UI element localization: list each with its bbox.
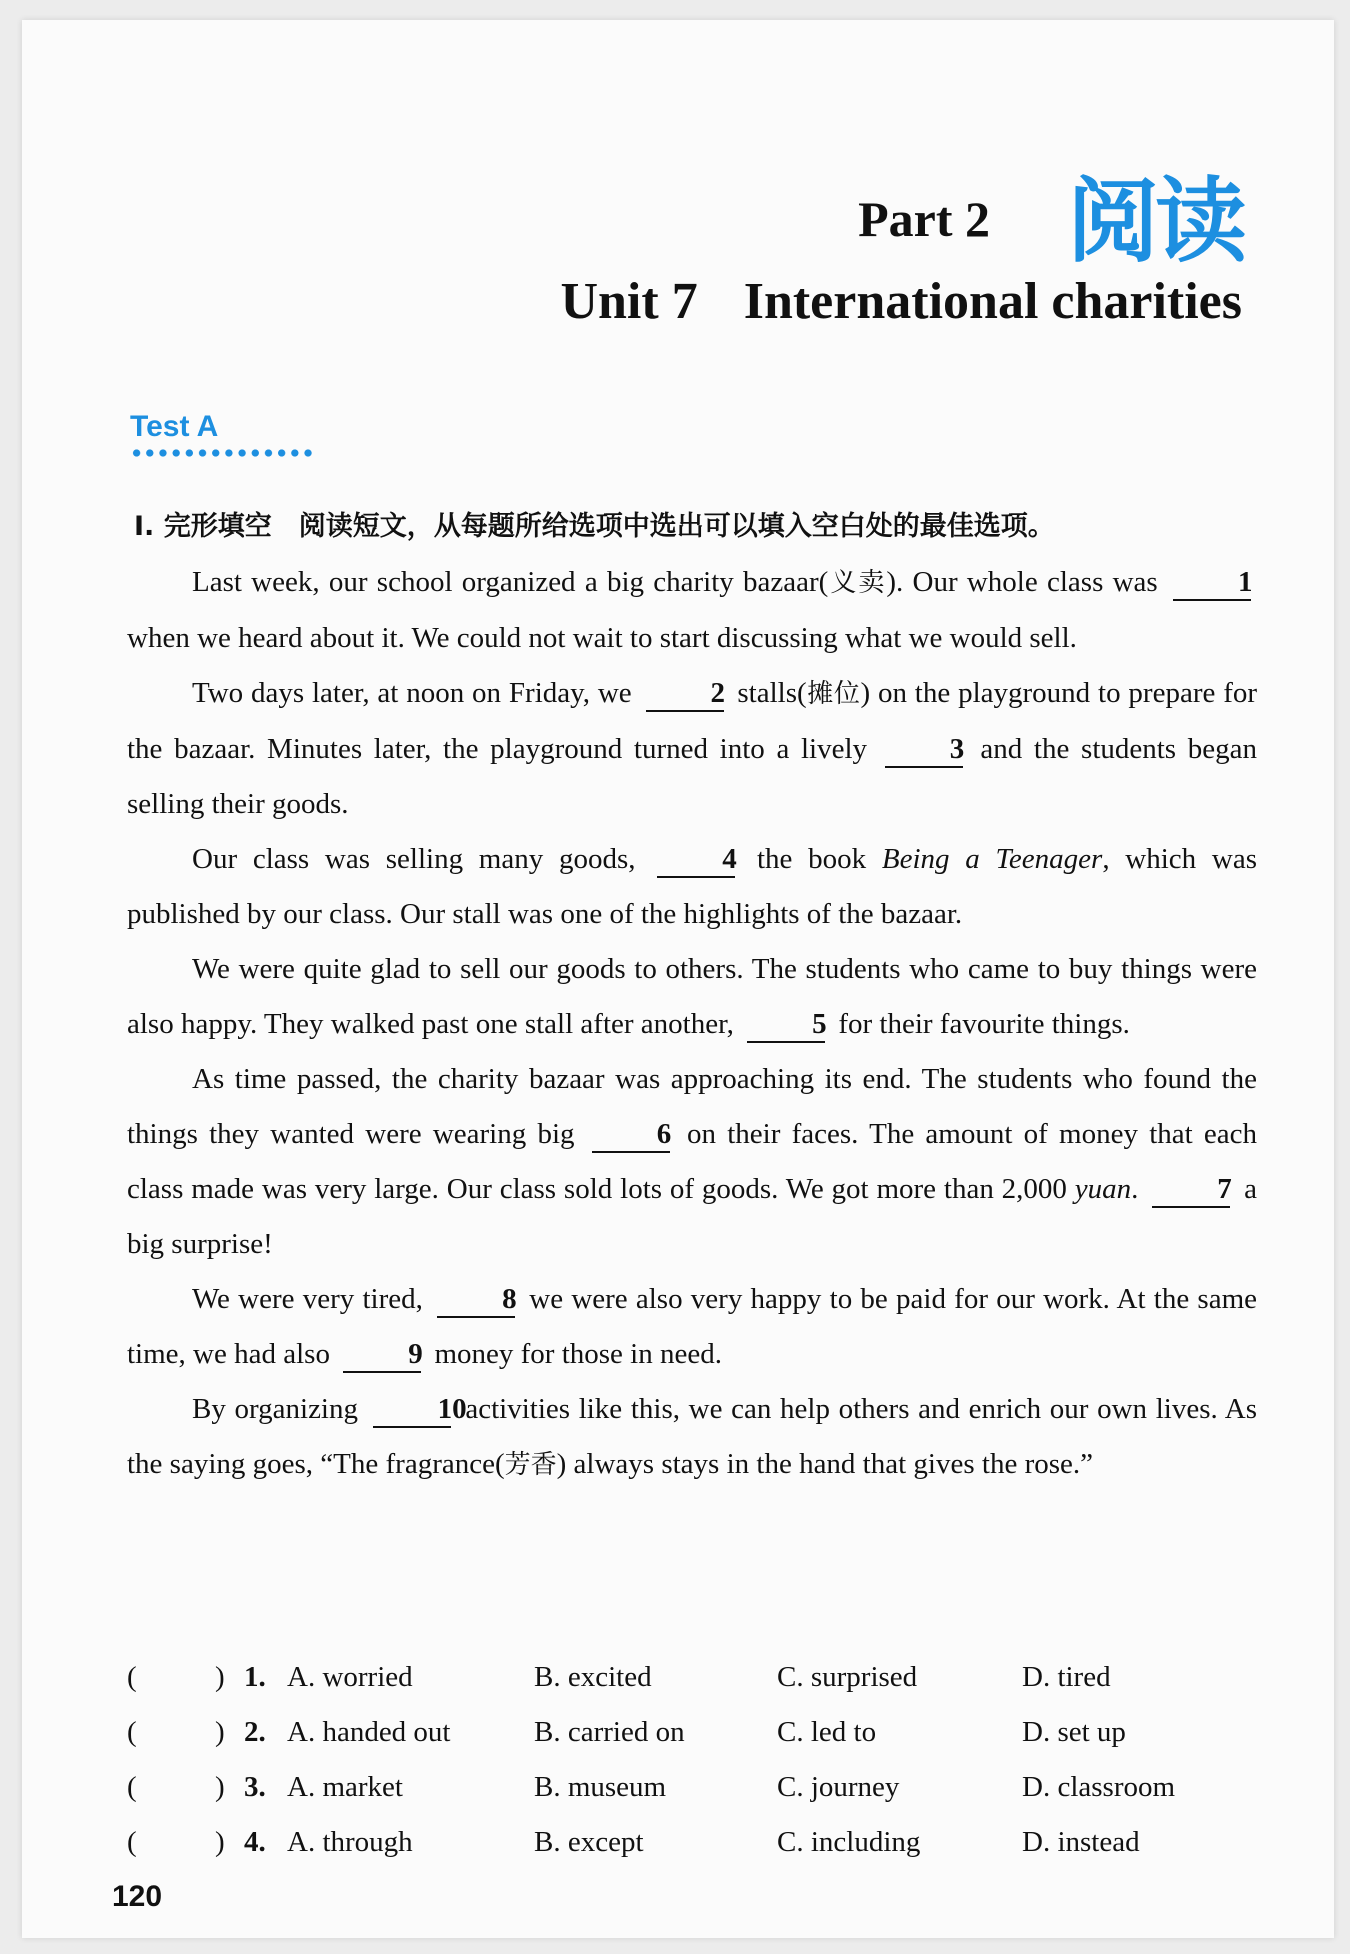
option-c: C. led to [777, 1716, 877, 1748]
text: for their favourite things. [838, 1008, 1130, 1040]
option-b: B. except [534, 1826, 644, 1858]
option-d: D. tired [1022, 1661, 1111, 1693]
blank-3: 3 [885, 734, 963, 768]
option-b: B. excited [534, 1661, 652, 1693]
blank-9: 9 [343, 1339, 421, 1373]
paragraph-4 [127, 942, 1257, 1052]
unit-title: International charities [743, 273, 1242, 330]
blank-1: 1 [1173, 567, 1251, 601]
answer-paren-close: ) [215, 1716, 225, 1748]
blank-4: 4 [657, 844, 735, 878]
answer-paren-open: ( [127, 1771, 137, 1803]
paragraph-5 [127, 1052, 1257, 1272]
text: and the students began selling their goods. [127, 733, 1258, 820]
part-title-cn: 阅读 [1067, 168, 1244, 275]
blank-7: 7 [1152, 1174, 1230, 1208]
option-b: B. museum [534, 1771, 667, 1803]
blank-8: 8 [437, 1284, 515, 1318]
text: a big surprise! [127, 1173, 1258, 1260]
option-a: A. worried [287, 1661, 413, 1693]
text: when we heard about it. We could not wait to start discussing what we would sell. [127, 622, 1077, 654]
answer-paren-open: ( [127, 1826, 137, 1858]
paragraph-1 [127, 555, 1257, 666]
answer-paren-open: ( [127, 1716, 137, 1748]
question-row [127, 1708, 1257, 1763]
text: stalls( [737, 677, 807, 709]
text: on their faces. The amount of money that each class made was very large. Our class sold lots of goods. We got more than 2,000 [127, 1118, 1258, 1205]
question-options [127, 1653, 1257, 1873]
unit-label: Unit 7 [560, 273, 698, 330]
paragraph-3 [127, 832, 1257, 942]
text: Our class was selling many goods, [192, 843, 636, 875]
option-d: D. classroom [1022, 1771, 1176, 1803]
question-number: 1. [244, 1661, 266, 1693]
text: the book [756, 843, 867, 875]
paragraph-6 [127, 1272, 1257, 1382]
question-row [127, 1818, 1257, 1873]
test-label: Test A [130, 410, 219, 443]
text: We were very tired, [192, 1283, 423, 1315]
blank-2: 2 [646, 678, 724, 712]
question-number: 3. [244, 1771, 266, 1803]
text: . [1131, 1173, 1139, 1205]
section-title: Ⅰ. 完形填空 阅读短文，从每题所给选项中选出可以填入空白处的最佳选项。 [134, 511, 1055, 542]
cn-gloss: 摊位 [806, 679, 861, 709]
document-page [22, 20, 1334, 1938]
text: We were quite glad to sell our goods to others. The students who came to buy things were also happy. They walked past one stall after another, [127, 953, 1257, 1040]
page-number: 120 [112, 1880, 163, 1913]
dotted-underline [130, 448, 315, 458]
text: ) always stays in the hand that gives the rose.” [556, 1448, 1093, 1480]
text: By organizing [192, 1393, 358, 1425]
text: activities like this, we can help others and enrich our own lives. As the saying goes, “The fragrance( [127, 1393, 1258, 1480]
currency-word: yuan [1074, 1173, 1132, 1205]
option-d: D. instead [1022, 1826, 1140, 1858]
question-number: 4. [244, 1826, 266, 1858]
option-a: A. through [287, 1826, 413, 1858]
option-a: A. market [287, 1771, 403, 1803]
text: ) on the playground to prepare for the bazaar. Minutes later, the playground turned into a lively [127, 677, 1258, 765]
text: Two days later, at noon on Friday, we [192, 677, 632, 709]
option-b: B. carried on [534, 1716, 685, 1748]
text: Last week, our school organized a big charity bazaar( [192, 566, 829, 598]
answer-paren-close: ) [215, 1826, 225, 1858]
book-title: Being a Teenager [881, 843, 1103, 875]
answer-paren-close: ) [215, 1661, 225, 1693]
text: ). Our whole class was [886, 566, 1158, 598]
question-row [127, 1653, 1257, 1708]
blank-6: 6 [592, 1119, 670, 1153]
text: we were also very happy to be paid for our work. At the same time, we had also [127, 1283, 1257, 1370]
question-number: 2. [244, 1716, 266, 1748]
answer-paren-open: ( [127, 1661, 137, 1693]
paragraph-7 [127, 1382, 1257, 1493]
cn-gloss: 义卖 [828, 568, 887, 598]
cn-gloss: 芳香 [504, 1450, 557, 1480]
answer-paren-close: ) [215, 1771, 225, 1803]
part-label: Part 2 [858, 191, 990, 247]
option-c: C. surprised [777, 1661, 918, 1693]
text: , which was published by our class. Our stall was one of the highlights of the bazaar. [127, 843, 1258, 930]
blank-10: 10 [373, 1394, 451, 1428]
reading-passage [127, 555, 1257, 1493]
option-a: A. handed out [287, 1716, 451, 1748]
unit-heading [560, 272, 1242, 331]
paragraph-2 [127, 666, 1257, 832]
option-c: C. including [777, 1826, 921, 1858]
option-c: C. journey [777, 1771, 900, 1803]
text: money for those in need. [434, 1338, 722, 1370]
blank-5: 5 [747, 1009, 825, 1043]
option-d: D. set up [1022, 1716, 1126, 1748]
text: As time passed, the charity bazaar was approaching its end. The students who found the things they wanted were wearing big [127, 1063, 1257, 1150]
question-row [127, 1763, 1257, 1818]
